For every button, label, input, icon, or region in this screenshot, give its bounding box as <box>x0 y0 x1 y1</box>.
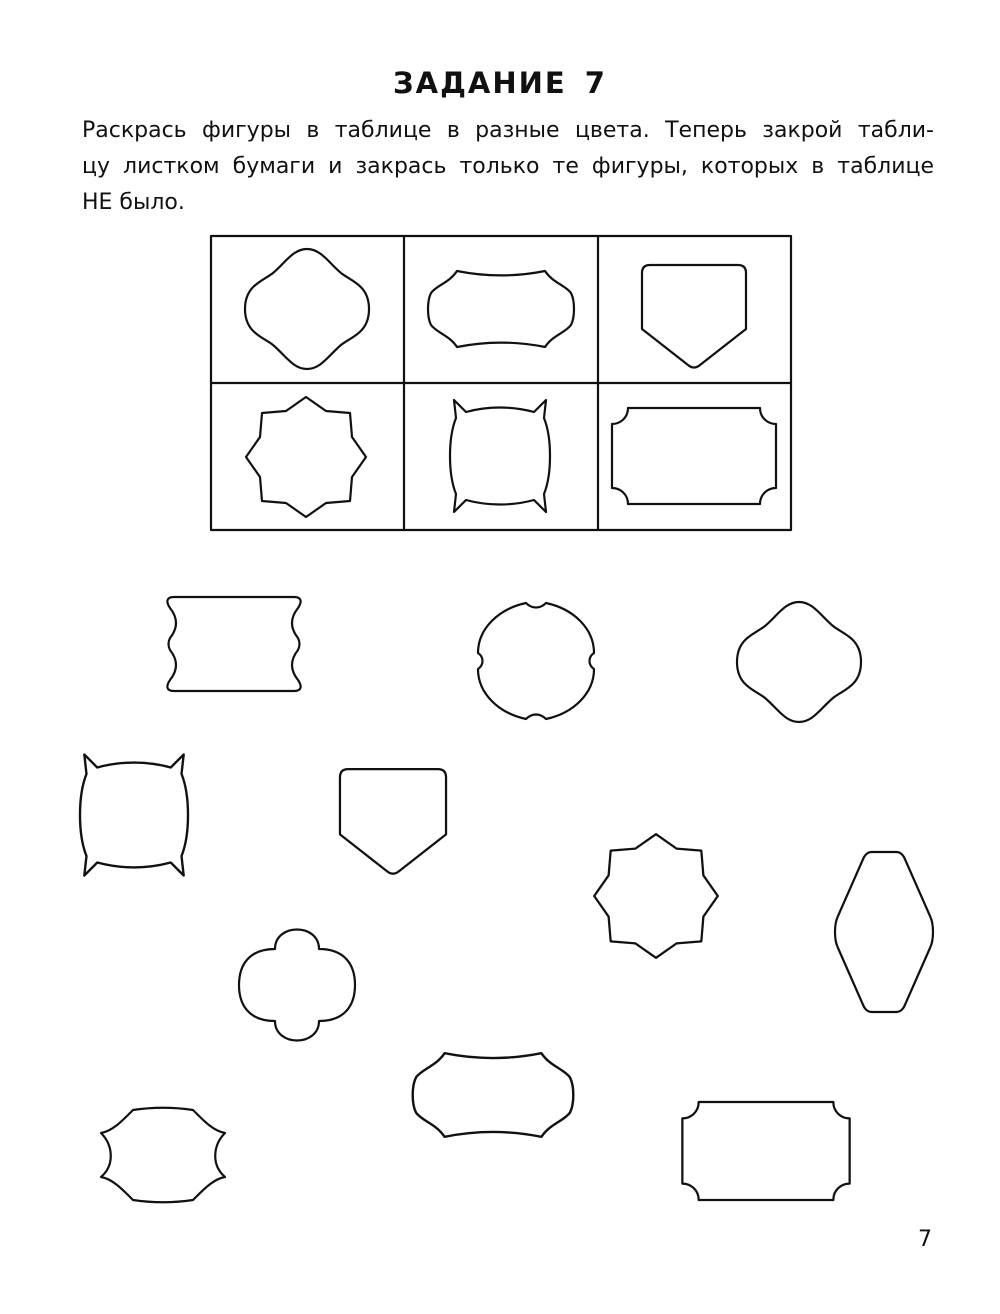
four-leaf-clover-shape[interactable] <box>239 930 355 1041</box>
eight-point-star-shape[interactable] <box>594 834 718 958</box>
table-cell-notched-rectangle-shape[interactable] <box>612 408 776 504</box>
instruction-line: цу листком бумаги и закрась только те фигуры, которых в таблице <box>82 154 934 179</box>
instruction-line: НЕ было. <box>82 190 185 215</box>
scalloped-oval-label-shape[interactable] <box>413 1053 574 1137</box>
concave-side-rectangle-shape[interactable] <box>167 597 300 691</box>
notched-circle-spikes-shape[interactable] <box>80 755 188 876</box>
page-title: ЗАДАНИЕ 7 <box>393 66 607 100</box>
rounded-diamond-shape[interactable] <box>835 852 933 1012</box>
page-number: 7 <box>918 1227 932 1252</box>
bracket-label-shape[interactable] <box>101 1108 225 1203</box>
quatrefoil-bulge-shape[interactable] <box>737 602 861 722</box>
table-cell-quatrefoil-shape[interactable] <box>245 249 369 369</box>
table-cell-spiked-circle-shape[interactable] <box>450 400 550 512</box>
table-cell-scalloped-oval-shape[interactable] <box>428 271 574 347</box>
table-cell-star-shape[interactable] <box>246 397 366 517</box>
shield-pentagon-shape[interactable] <box>340 769 446 874</box>
table-cell-shield-shape[interactable] <box>642 265 746 368</box>
notched-rectangle-shape[interactable] <box>682 1102 849 1200</box>
instruction-line: Раскрась фигуры в таблице в разные цвета. Теперь закрой табли- <box>82 118 934 143</box>
notched-circle-shape[interactable] <box>478 603 594 719</box>
